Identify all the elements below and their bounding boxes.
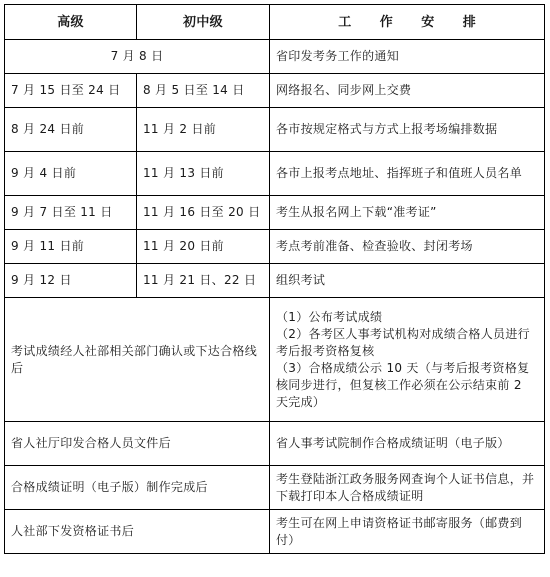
header-row	[5, 5, 545, 40]
junior-date-cell: 8 月 5 日至 14 日	[137, 74, 270, 108]
work-cell: 网络报名、同步网上交费	[270, 74, 545, 108]
work-cell: 省人事考试院制作合格成绩证明（电子版）	[270, 422, 545, 466]
header-work-arrangement: 工 作 安 排	[270, 5, 545, 40]
senior-date-cell: 8 月 24 日前	[5, 108, 137, 152]
table-row	[5, 74, 545, 108]
work-cell: 考生登陆浙江政务服务网查询个人证书信息，并下载打印本人合格成绩证明	[270, 466, 545, 510]
work-cell: 各市按规定格式与方式上报考场编排数据	[270, 108, 545, 152]
table-row	[5, 196, 545, 230]
work-cell: 省印发考务工作的通知	[270, 40, 545, 74]
table-row	[5, 422, 545, 466]
junior-date-cell: 11 月 16 日至 20 日	[137, 196, 270, 230]
header-senior: 高级	[5, 5, 137, 40]
date-cell-merged: 人社部下发资格证书后	[5, 510, 270, 554]
table-row	[5, 108, 545, 152]
work-cell: 各市上报考点地址、指挥班子和值班人员名单	[270, 152, 545, 196]
exam-schedule-table	[4, 4, 545, 554]
table-row	[5, 152, 545, 196]
junior-date-cell: 11 月 21 日、22 日	[137, 264, 270, 298]
work-item: （1）公布考试成绩	[276, 309, 383, 324]
date-cell-merged: 7 月 8 日	[5, 40, 270, 74]
table-row	[5, 264, 545, 298]
work-cell-list	[270, 298, 545, 422]
work-cell: 考点考前准备、检查验收、封闭考场	[270, 230, 545, 264]
work-cell: 考生可在网上申请资格证书邮寄服务（邮费到付）	[270, 510, 545, 554]
senior-date-cell: 9 月 12 日	[5, 264, 137, 298]
senior-date-cell: 9 月 11 日前	[5, 230, 137, 264]
date-cell-merged: 省人社厅印发合格人员文件后	[5, 422, 270, 466]
junior-date-cell: 11 月 13 日前	[137, 152, 270, 196]
work-cell: 组织考试	[270, 264, 545, 298]
work-cell: 考生从报名网上下载“准考证”	[270, 196, 545, 230]
table-row	[5, 298, 545, 422]
header-junior: 初中级	[137, 5, 270, 40]
work-item: （3）合格成绩公示 10 天（与考后报考资格复核同步进行，但复核工作必须在公示结束前 2 天完成）	[276, 360, 530, 409]
senior-date-cell: 7 月 15 日至 24 日	[5, 74, 137, 108]
table-row	[5, 230, 545, 264]
junior-date-cell: 11 月 20 日前	[137, 230, 270, 264]
table-row	[5, 40, 545, 74]
junior-date-cell: 11 月 2 日前	[137, 108, 270, 152]
senior-date-cell: 9 月 4 日前	[5, 152, 137, 196]
senior-date-cell: 9 月 7 日至 11 日	[5, 196, 137, 230]
table-row	[5, 466, 545, 510]
table-row	[5, 510, 545, 554]
date-cell-merged: 考试成绩经人社部相关部门确认或下达合格线后	[5, 298, 270, 422]
work-item: （2）各考区人事考试机构对成绩合格人员进行考后报考资格复核	[276, 326, 530, 358]
date-cell-merged: 合格成绩证明（电子版）制作完成后	[5, 466, 270, 510]
